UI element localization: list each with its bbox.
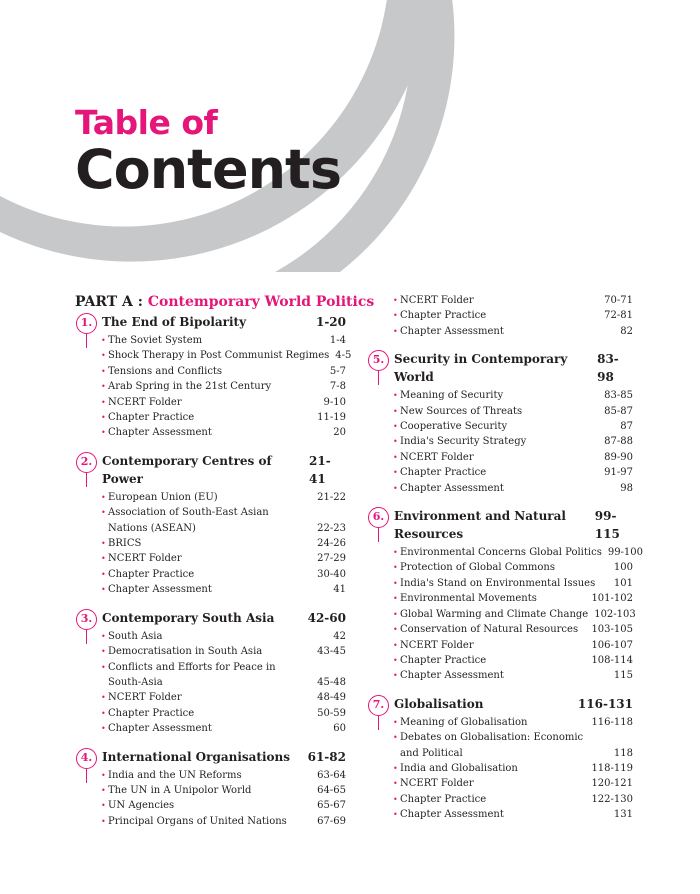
chapter-connector-line (86, 334, 87, 348)
entry-title: • The UN in A Unipolor World (102, 783, 251, 798)
entry-page: 89-90 (604, 451, 633, 463)
chapter-title: Contemporary South Asia (102, 610, 275, 625)
chapter-heading (102, 609, 346, 627)
entry-title: • NCERT Folder (394, 638, 474, 653)
entry-page: 70-71 (604, 295, 633, 306)
entry-page: 65-67 (317, 800, 346, 812)
toc-entry (394, 715, 633, 730)
chapter-connector-line (378, 716, 379, 730)
entry-title: • NCERT Folder (394, 450, 474, 465)
toc-entry (102, 364, 346, 379)
entry-title: • Chapter Assessment (102, 582, 212, 597)
entry-page: 102-103 (594, 608, 636, 620)
toc-entry (394, 404, 633, 419)
chapter-number-badge: 6. (368, 507, 389, 528)
entry-page: 120-121 (591, 778, 633, 790)
toc-entry (394, 653, 633, 668)
entry-title: • Protection of Global Commons (394, 560, 555, 575)
entry-page: 103-105 (591, 624, 633, 636)
chapter-heading (394, 695, 633, 713)
toc-entry (394, 638, 633, 653)
entry-title: • Conservation of Natural Resources (394, 622, 578, 637)
toc-entry (394, 776, 633, 791)
toc-entry (102, 814, 346, 829)
entry-page: 5-7 (329, 365, 346, 377)
entry-title: • South Asia (102, 629, 162, 644)
entry-page: 72-81 (604, 310, 633, 322)
entry-title: • European Union (EU) (102, 490, 218, 505)
entry-title: • Chapter Assessment (394, 324, 504, 339)
entry-title: • Tensions and Conflicts (102, 364, 222, 379)
entry-page: 99-100 (607, 547, 644, 559)
chapter-block (76, 609, 346, 737)
entry-title: • Environmental Concerns Global Politics (394, 545, 602, 560)
entry-title: • India and the UN Reforms (102, 768, 242, 783)
entry-title: • Arab Spring in the 21st Century (102, 379, 271, 394)
entry-title: • Chapter Practice (394, 465, 486, 480)
chapter-pages: 99-115 (594, 509, 620, 542)
part-name: Contemporary World Politics (147, 294, 375, 310)
entry-title: • UN Agencies (102, 798, 174, 813)
title-line-1: Table of (75, 103, 218, 142)
chapter-pages: 116-131 (577, 696, 633, 711)
entry-title: • Chapter Practice (394, 308, 486, 323)
chapter-title: The End of Bipolarity (102, 315, 247, 329)
toc-entry (394, 668, 633, 683)
entry-title: • Meaning of Security (394, 388, 503, 403)
chapter-block (368, 350, 633, 496)
entry-page: 60 (333, 723, 346, 735)
entry-title: • NCERT Folder (394, 776, 474, 791)
right-column (368, 293, 644, 823)
chapter-number-badge: 5. (368, 350, 389, 371)
entry-page: 100 (613, 562, 633, 574)
chapter-block (76, 313, 352, 441)
right-chapters (368, 350, 644, 822)
chapter-connector-line (378, 528, 379, 542)
entry-title: • The Soviet System (102, 333, 202, 348)
toc-entry (394, 807, 633, 822)
entry-title: • New Sources of Threats (394, 404, 522, 419)
entry-page: 11-19 (317, 412, 346, 424)
toc-entry (394, 591, 633, 606)
toc-entry (394, 545, 644, 560)
entry-title: • NCERT Folder (102, 690, 182, 705)
toc-entry (102, 395, 346, 410)
entry-page: 9-10 (323, 396, 346, 408)
entry-page: 108-114 (591, 654, 633, 666)
entry-title: • Principal Organs of United Nations (102, 814, 287, 829)
entry-title: • Chapter Practice (102, 410, 194, 425)
entry-page: 1-4 (329, 335, 346, 346)
toc-entry (102, 348, 352, 363)
toc-entry (394, 607, 636, 622)
chapter-heading (102, 748, 346, 766)
toc-entry (102, 783, 346, 798)
chapter-connector-line (86, 630, 87, 644)
entry-page: 82 (620, 325, 633, 337)
entry-page: 22-23 (317, 522, 346, 534)
chapter-title: Contemporary Centres of Power (102, 453, 272, 486)
entry-title: • Cooperative Security (394, 419, 507, 434)
entry-page: 43-45 (317, 646, 346, 658)
toc-entry (102, 333, 346, 348)
part-heading (75, 294, 374, 310)
toc-entry (102, 768, 346, 783)
entry-page: 106-107 (591, 639, 633, 651)
entry-title: • Chapter Practice (394, 792, 486, 807)
chapter-block (76, 452, 346, 598)
toc-entry (102, 425, 346, 440)
entry-title: • Environmental Movements (394, 591, 537, 606)
chapter-pages: 1-20 (315, 315, 346, 329)
entry-title: • Chapter Practice (394, 653, 486, 668)
entry-page: 24-26 (317, 538, 346, 550)
entry-page: 41 (333, 584, 346, 596)
toc-entry (394, 576, 633, 591)
title-line-2: Contents (75, 138, 342, 201)
entry-title: • BRICS (102, 536, 141, 551)
toc-entry (102, 490, 346, 505)
toc-entry (394, 450, 633, 465)
entry-title: • India and Globalisation (394, 761, 518, 776)
entry-page: 118 (613, 747, 633, 759)
entry-page: 63-64 (317, 769, 346, 781)
chapter-number-badge: 3. (76, 609, 97, 630)
chapter-number-badge: 1. (76, 313, 97, 334)
toc-entry (394, 792, 633, 807)
entry-title: • Chapter Assessment (102, 721, 212, 736)
toc-entry (102, 582, 346, 597)
entry-title: • Debates on Globalisation: Economic and Political (394, 730, 584, 761)
chapter-title: Security in Contemporary World (394, 352, 568, 385)
entry-title: • Chapter Practice (102, 567, 194, 582)
entry-page: 50-59 (317, 707, 346, 719)
entry-page: 27-29 (317, 553, 346, 565)
entry-page: 101 (613, 577, 633, 589)
entry-title: • India's Security Strategy (394, 434, 526, 449)
left-column (76, 313, 352, 829)
toc-entry (102, 798, 346, 813)
entry-page: 87 (620, 421, 633, 433)
toc-entry (394, 434, 633, 449)
chapter-heading (394, 350, 633, 386)
entry-page: 30-40 (317, 568, 346, 580)
toc-entry (394, 622, 633, 637)
chapter-pages: 42-60 (307, 610, 346, 625)
entry-page: 4-5 (335, 350, 352, 362)
entry-page: 116-118 (591, 716, 633, 728)
toc-entry (102, 721, 346, 736)
toc-entry (394, 293, 633, 308)
chapter-connector-line (86, 769, 87, 783)
toc-entry (102, 644, 346, 659)
entry-page: 7-8 (329, 381, 346, 393)
entry-title: • Chapter Assessment (394, 481, 504, 496)
chapter-title: International Organisations (102, 749, 291, 764)
chapter-connector-line (86, 473, 87, 487)
entry-title: • Chapter Assessment (102, 425, 212, 440)
entry-title: • Global Warming and Climate Change (394, 607, 588, 622)
chapter-heading (102, 452, 346, 488)
entry-page: 64-65 (317, 784, 346, 796)
entry-page: 42 (333, 630, 346, 642)
toc-entry (102, 567, 346, 582)
entry-page: 115 (613, 670, 633, 682)
entry-page: 83-85 (604, 390, 633, 402)
entry-title: • NCERT Folder (102, 551, 182, 566)
entry-title: • Meaning of Globalisation (394, 715, 527, 730)
entry-title: • Association of South-East Asian Nations (ASEAN) (102, 505, 292, 536)
entry-page: 48-49 (317, 692, 346, 704)
chapter-block (368, 695, 633, 823)
toc-entry (102, 379, 346, 394)
entry-page: 118-119 (591, 762, 633, 774)
chapter-title: Globalisation (394, 696, 484, 711)
chapter-number-badge: 4. (76, 748, 97, 769)
entry-title: • Shock Therapy in Post Communist Regimes (102, 348, 329, 363)
chapter-title: Environment and Natural Resources (394, 509, 566, 542)
entry-title: • Democratisation in South Asia (102, 644, 262, 659)
entry-page: 20 (333, 427, 346, 439)
toc-entry (102, 505, 346, 536)
entry-title: • Chapter Practice (102, 706, 194, 721)
toc-entry (394, 481, 633, 496)
entry-page: 122-130 (591, 793, 633, 805)
toc-entry (394, 419, 633, 434)
chapter-pages: 21-41 (309, 453, 331, 486)
chapter-pages: 83-98 (597, 352, 619, 385)
toc-entry (394, 560, 633, 575)
toc-entry (394, 730, 633, 761)
toc-entry (102, 410, 346, 425)
toc-entry (102, 629, 346, 644)
entry-page: 98 (620, 482, 633, 494)
entry-title: • NCERT Folder (102, 395, 182, 410)
chapter-block (76, 748, 346, 830)
chapter-heading (102, 313, 346, 331)
entry-title: • India's Stand on Environmental Issues (394, 576, 595, 591)
entry-page: 131 (613, 809, 633, 821)
entry-page: 67-69 (317, 815, 346, 827)
toc-entry (394, 465, 633, 480)
entry-page: 85-87 (604, 405, 633, 417)
entry-page: 45-48 (317, 676, 346, 688)
toc-entry (394, 388, 633, 403)
part-prefix: PART A : (75, 294, 143, 310)
toc-entry (394, 308, 633, 323)
chapter-block (368, 507, 644, 684)
entry-page: 91-97 (604, 467, 633, 479)
entry-title: • Chapter Assessment (394, 807, 504, 822)
toc-entry (102, 551, 346, 566)
chapter-pages: 61-82 (307, 749, 346, 764)
continued-items (368, 293, 633, 339)
toc-entry (102, 706, 346, 721)
toc-entry (102, 690, 346, 705)
chapter-connector-line (378, 371, 379, 385)
toc-entry (394, 761, 633, 776)
toc-entry (102, 660, 346, 691)
entry-title: • NCERT Folder (394, 293, 474, 308)
entry-page: 21-22 (317, 491, 346, 503)
chapter-heading (394, 507, 633, 543)
entry-title: • Conflicts and Efforts for Peace in South-Asia (102, 660, 292, 691)
entry-page: 101-102 (591, 593, 633, 605)
chapter-number-badge: 7. (368, 695, 389, 716)
chapter-number-badge: 2. (76, 452, 97, 473)
toc-entry (394, 324, 633, 339)
entry-title: • Chapter Assessment (394, 668, 504, 683)
toc-entry (102, 536, 346, 551)
entry-page: 87-88 (604, 436, 633, 448)
